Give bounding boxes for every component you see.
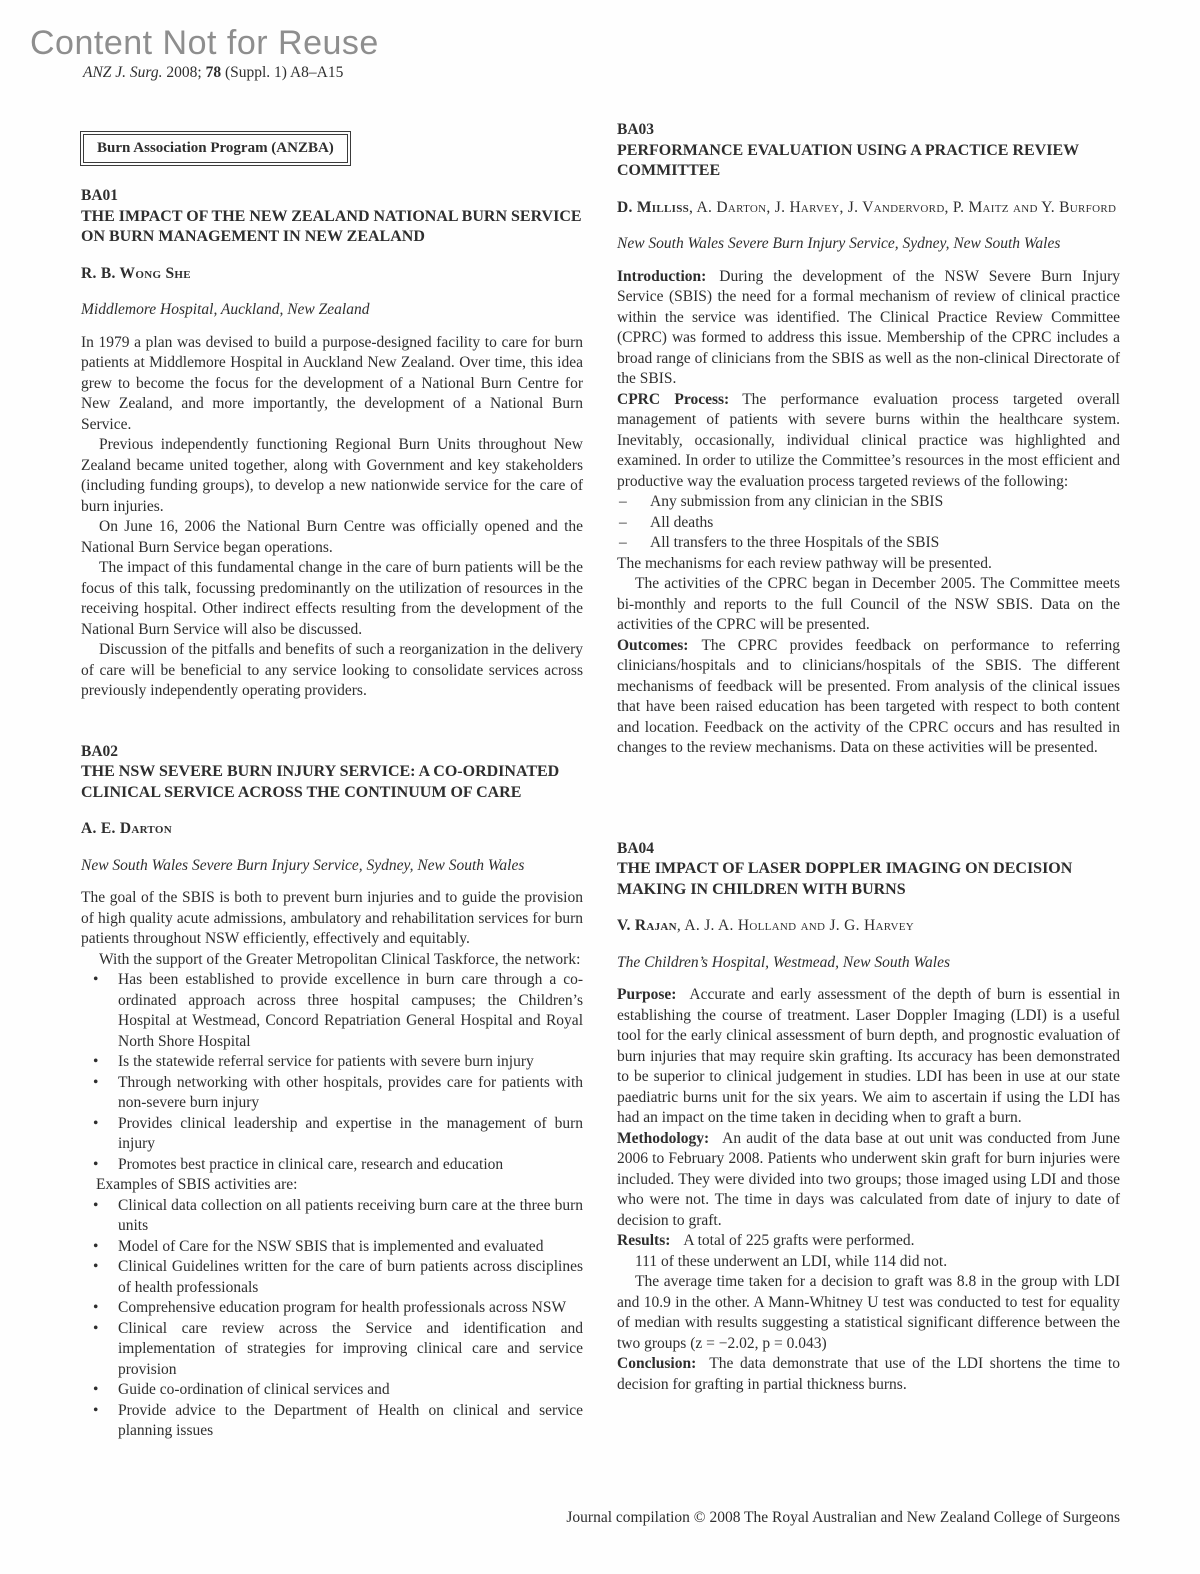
labeled-paragraph	[617, 1231, 1120, 1252]
abstract-title: THE IMPACT OF THE NEW ZEALAND NATIONAL BURN SERVICE ON BURN MANAGEMENT IN NEW ZEALAND	[81, 207, 582, 245]
bullet-icon: •	[93, 1299, 99, 1316]
dash-text: Any submission from any clinician in the SBIS	[650, 493, 944, 510]
list-intro-line: Examples of SBIS activities are:	[96, 1176, 298, 1193]
abstract-code: BA02	[81, 742, 119, 760]
labeled-paragraph	[617, 1354, 1120, 1395]
bullet-icon: •	[93, 1258, 99, 1275]
coauthors: , A. J. A. Holland and J. G. Harvey	[676, 917, 914, 934]
abstract-affiliation: Middlemore Hospital, Auckland, New Zealand	[81, 301, 370, 318]
presenting-author: V. Rajan	[617, 917, 677, 934]
dash-item	[617, 513, 1120, 534]
bullet-icon: •	[93, 1319, 99, 1337]
bullet-item	[81, 1114, 583, 1155]
section-label: Outcomes:	[617, 636, 689, 654]
abstract-code: BA01	[81, 187, 119, 204]
abstract-body	[81, 333, 583, 702]
section-label: Purpose:	[617, 986, 677, 1003]
bullet-text: Through networking with other hospitals, provides care for patients with non-severe burn injury	[118, 1073, 583, 1111]
paragraph-text: The performance evaluation process targeted overall management of patients with severe burns within the healthcare system. Inevitably, occasionally, individual clinical practice was highlighted and examined. In order to utilize the Committee’s resources in the most efficient and productive way the evaluation process targeted reviews of the following:	[617, 390, 1120, 490]
paragraph-text: A total of 225 grafts were performed.	[683, 1232, 915, 1249]
bullet-item	[81, 1401, 583, 1442]
bullet-icon: •	[93, 971, 99, 988]
paragraph: The activities of the CPRC began in December 2005. The Committee meets bi-monthly and reports to the full Council of the NSW SBIS. Data on the activities of the CPRC will be presented.	[617, 575, 1120, 633]
abstract-ba03	[617, 120, 1120, 759]
paragraph-text: The data demonstrate that use of the LDI shortens the time to decision for grafting in partial thickness burns.	[617, 1355, 1120, 1393]
bullet-text: Comprehensive education program for health professionals across NSW	[118, 1299, 567, 1316]
presenting-author: A. E. Darton	[81, 820, 172, 837]
bullet-icon: •	[93, 1196, 99, 1214]
labeled-paragraph	[617, 267, 1120, 390]
bullet-item	[81, 1052, 583, 1073]
paragraph: The mechanisms for each review pathway will be presented.	[617, 554, 992, 572]
abstract-ba02	[81, 742, 583, 1442]
bullet-text: Model of Care for the NSW SBIS that is implemented and evaluated	[118, 1237, 544, 1255]
abstract-authors	[81, 819, 583, 840]
bullet-item	[81, 1319, 583, 1381]
bullet-item	[81, 1155, 583, 1176]
dash-item	[617, 492, 1120, 513]
footer-copyright: Journal compilation © 2008 The Royal Australian and New Zealand College of Surgeons	[566, 1509, 1120, 1526]
citation-year: 2008;	[162, 64, 206, 81]
abstract-affiliation: The Children’s Hospital, Westmead, New South Wales	[617, 953, 950, 971]
abstract-body	[617, 985, 1120, 1395]
bullet-icon: •	[93, 1114, 99, 1132]
dash-icon: –	[619, 493, 627, 510]
labeled-paragraph	[617, 390, 1120, 493]
bullet-text: Clinical data collection on all patients receiving burn care at the three burn units	[118, 1196, 583, 1234]
bullet-item	[81, 970, 583, 1052]
paragraph: The goal of the SBIS is both to prevent burn injuries and to guide the provision of high quality acute admissions, ambulatory and rehabilitation services for burn patients throughout NSW efficiently, effectively and equitably.	[81, 889, 583, 947]
bullet-item	[81, 1380, 583, 1401]
paragraph: Discussion of the pitfalls and benefits of such a reorganization in the delivery of care will be beneficial to any service looking to consolidate services across previously independently operating providers.	[81, 641, 583, 699]
section-label: Methodology:	[617, 1129, 710, 1147]
abstract-authors	[617, 916, 1120, 937]
paragraph-text: During the development of the NSW Severe Burn Injury Service (SBIS) the need for a formal mechanism of review of clinical practice within the service was identified. The Clinical Practice Review Committee (CPRC) was formed to address this issue. Membership of the CPRC includes a broad range of clinicians from the SBIS as well as the non-clinical Directorate of the SBIS.	[617, 267, 1120, 387]
citation-pages: (Suppl. 1) A8–A15	[221, 64, 344, 81]
coauthors: , A. Darton, J. Harvey, J. Vandervord, P. Maitz and Y. Burford	[689, 198, 1117, 216]
paragraph: On June 16, 2006 the National Burn Centre was officially opened and the National Burn Service began operations.	[81, 518, 583, 556]
section-label: Results:	[617, 1232, 671, 1249]
bullet-text: Clinical Guidelines written for the care of burn patients across disciplines of health professionals	[118, 1258, 583, 1296]
dash-icon: –	[619, 534, 627, 551]
watermark-text: Content Not for Reuse	[30, 24, 379, 62]
bullet-icon: •	[93, 1401, 99, 1419]
abstract-ba01	[81, 186, 583, 702]
section-label: Conclusion:	[617, 1355, 697, 1372]
bullet-text: Provide advice to the Department of Health on clinical and service planning issues	[118, 1401, 583, 1439]
bullet-item	[81, 1298, 583, 1319]
bullet-text: Has been established to provide excellence in burn care through a co-ordinated approach across three hospital campuses; the Children’s Hospital at Westmead, Concord Repatriation General Hospital and Royal North Shore Hospital	[118, 971, 583, 1050]
paragraph: Previous independently functioning Regional Burn Units throughout New Zealand became united together, along with Government and key stakeholders (including funding groups), to develop a new nationwide service for the care of burn injuries.	[81, 436, 583, 515]
bullet-icon: •	[93, 1073, 99, 1091]
paragraph: The impact of this fundamental change in the care of burn patients will be the focus of this talk, focussing predominantly on the utilization of resources in the receiving hospital. Other indirect effects resulting from the development of the National Burn Service will also be discussed.	[81, 559, 583, 638]
presenting-author: D. Milliss	[617, 198, 690, 216]
journal-name: ANZ J. Surg.	[83, 64, 163, 81]
dash-item	[617, 533, 1120, 554]
paragraph: With the support of the Greater Metropolitan Clinical Taskforce, the network:	[99, 950, 581, 968]
bullet-text: Provides clinical leadership and expertise in the management of burn injury	[118, 1114, 583, 1152]
abstract-title: THE NSW SEVERE BURN INJURY SERVICE: A CO-ORDINATED CLINICAL SERVICE ACROSS THE CONTINUUM OF CARE	[81, 763, 560, 801]
section-label: CPRC Process:	[617, 390, 730, 408]
bullet-item	[81, 1257, 583, 1298]
abstract-code: BA04	[617, 839, 655, 857]
paragraph-text: Accurate and early assessment of the depth of burn is essential in establishing the course of treatment. Laser Doppler Imaging (LDI) is a useful tool for the early clinical assessment of burn depth, and prognostic evaluation of burn injuries that may require skin grafting. Its accuracy has been demonstrated to be superior to clinical judgement in studies. LDI has been in use at our state paediatric burns unit for the six years. We aim to ascertain if using the LDI has had an impact on the time taken in deciding when to graft a burn.	[617, 986, 1120, 1126]
abstract-affiliation: New South Wales Severe Burn Injury Service, Sydney, New South Wales	[617, 235, 1061, 252]
program-box-label: Burn Association Program (ANZBA)	[83, 134, 348, 163]
abstract-authors	[81, 264, 583, 285]
dash-icon: –	[619, 513, 627, 531]
abstract-affiliation: New South Wales Severe Burn Injury Service, Sydney, New South Wales	[81, 856, 525, 874]
citation-volume: 78	[205, 64, 222, 81]
paragraph: In 1979 a plan was devised to build a purpose-designed facility to care for burn patients at Middlemore Hospital in Auckland New Zealand. Over time, this idea grew to become the focus for the development of a National Burn Centre for New Zealand, and more importantly, the development of a National Burn Service.	[81, 333, 583, 433]
bullet-icon: •	[93, 1155, 99, 1173]
abstract-body	[81, 888, 583, 1442]
program-box	[80, 131, 351, 166]
labeled-paragraph	[617, 636, 1120, 759]
abstract-ba04	[617, 839, 1120, 1396]
bullet-icon: •	[93, 1053, 99, 1070]
abstract-title: PERFORMANCE EVALUATION USING A PRACTICE REVIEW COMMITTEE	[617, 141, 1079, 179]
abstract-title: THE IMPACT OF LASER DOPPLER IMAGING ON DECISION MAKING IN CHILDREN WITH BURNS	[617, 860, 1073, 898]
abstract-body	[617, 267, 1120, 759]
abstract-code: BA03	[617, 121, 655, 138]
dash-text: All transfers to the three Hospitals of the SBIS	[650, 534, 940, 551]
labeled-paragraph	[617, 985, 1120, 1129]
bullet-text: Guide co-ordination of clinical services and	[118, 1381, 390, 1398]
bullet-text: Clinical care review across the Service and identification and implementation of strategies for improving clinical care and service provision	[118, 1319, 583, 1378]
paragraph-text: The CPRC provides feedback on performance to referring clinicians/hospitals and to clinicians/hospitals of the SBIS. The different mechanisms of feedback will be presented. From analysis of the clinical issues that have been raised education has been targeted with respect to both content and location. Feedback on the activity of the CPRC occurs and has resulted in changes to the review mechanisms. Data on these activities will be presented.	[617, 636, 1120, 756]
bullet-icon: •	[93, 1381, 99, 1398]
journal-citation	[83, 64, 343, 82]
presenting-author: R. B. Wong She	[81, 264, 191, 282]
section-label: Introduction:	[617, 267, 707, 285]
paragraph: The average time taken for a decision to graft was 8.8 in the group with LDI and 10.9 in the other. A Mann-Whitney U test was conducted to test for equality of median with results suggesting a statistical significant difference between the two groups (z = −2.02, p = 0.043)	[617, 1273, 1120, 1352]
bullet-text: Promotes best practice in clinical care, research and education	[118, 1155, 504, 1173]
left-column	[81, 186, 583, 1442]
bullet-text: Is the statewide referral service for patients with severe burn injury	[118, 1053, 534, 1070]
right-column	[617, 120, 1120, 1395]
abstract-authors	[617, 198, 1120, 219]
labeled-paragraph	[617, 1129, 1120, 1232]
bullet-item	[81, 1196, 583, 1237]
paragraph-text: An audit of the data base at out unit was conducted from June 2006 to February 2008. Patients who underwent skin graft for burn injuries were included. They were divided into two groups; those imaged using LDI and those who were not. The time in days was calculated from date of injury to date of decision to graft.	[617, 1129, 1120, 1229]
bullet-icon: •	[93, 1237, 99, 1255]
bullet-item	[81, 1073, 583, 1114]
paragraph: 111 of these underwent an LDI, while 114 did not.	[635, 1252, 948, 1270]
bullet-item	[81, 1237, 583, 1258]
dash-text: All deaths	[650, 513, 714, 531]
